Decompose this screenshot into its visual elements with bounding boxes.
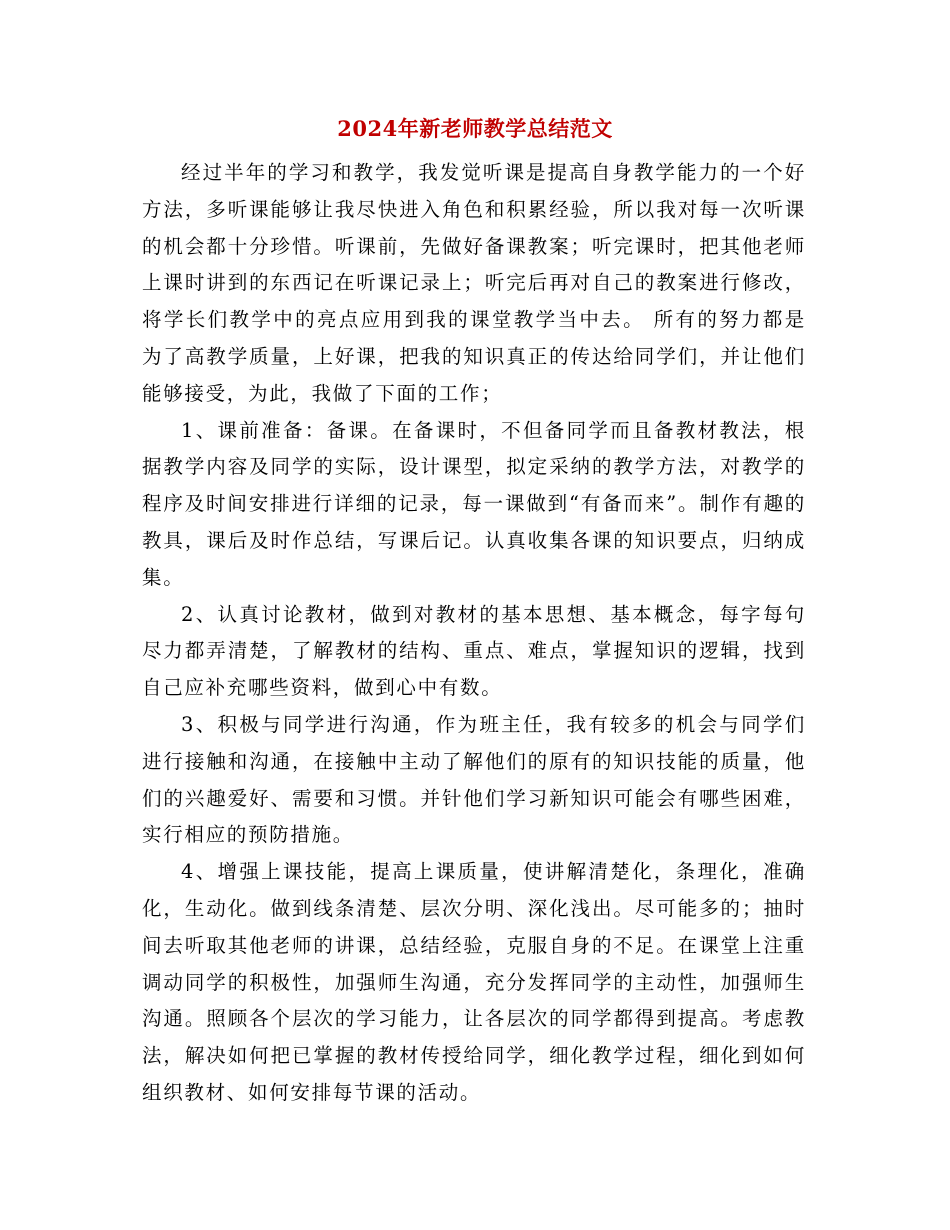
document-title: 2024年新老师教学总结范文 [337,116,613,141]
paragraph-item-1: 1、课前准备：备课。在备课时，不但备同学而且备教材教法，根据教学内容及同学的实际，设计课型，拟定采纳的教学方法，对教学的程序及时间安排进行详细的记录，每一课做到“有备而来”。制作有趣的教具，课后及时作总结，写课后记。认真收集各课的知识要点，归纳成集。 [142,418,806,589]
paragraph-item-4: 4、增强上课技能，提高上课质量，使讲解清楚化，条理化，准确化，生动化。做到线条清楚、层次分明、深化浅出。尽可能多的；抽时间去听取其他老师的讲课，总结经验，克服自身的不足。在课堂上注重调动同学的积极性，加强师生沟通，充分发挥同学的主动性，加强师生沟通。照顾各个层次的学习能力，让各层次的同学都得到提高。考虑教法，解决如何把已掌握的教材传授给同学，细化教学过程，细化到如何组织教材、如何安排每节课的活动。 [142,860,806,1104]
paragraph-intro: 经过半年的学习和教学，我发觉听课是提高自身教学能力的一个好方法，多听课能够让我尽快进入角色和积累经验，所以我对每一次听课的机会都十分珍惜。听课前，先做好备课教案；听完课时，把其他老师上课时讲到的东西记在听课记录上；听完后再对自己的教案进行修改，将学长们教学中的亮点应用到我的课堂教学当中去。 所有的努力都是为了高教学质量，上好课，把我的知识真正的传达给同学们，并让他们能够接受，为此，我做了下面的工作； [142,161,806,405]
paragraph-item-3: 3、积极与同学进行沟通，作为班主任，我有较多的机会与同学们进行接触和沟通，在接触中主动了解他们的原有的知识技能的质量，他们的兴趣爱好、需要和习惯。并针他们学习新知识可能会有哪些困难，实行相应的预防措施。 [142,712,806,847]
paragraph-item-2: 2、认真讨论教材，做到对教材的基本思想、基本概念，每字每句尽力都弄清楚，了解教材的结构、重点、难点，掌握知识的逻辑，找到自己应补充哪些资料，做到心中有数。 [142,602,806,700]
document-body [142,155,806,1112]
